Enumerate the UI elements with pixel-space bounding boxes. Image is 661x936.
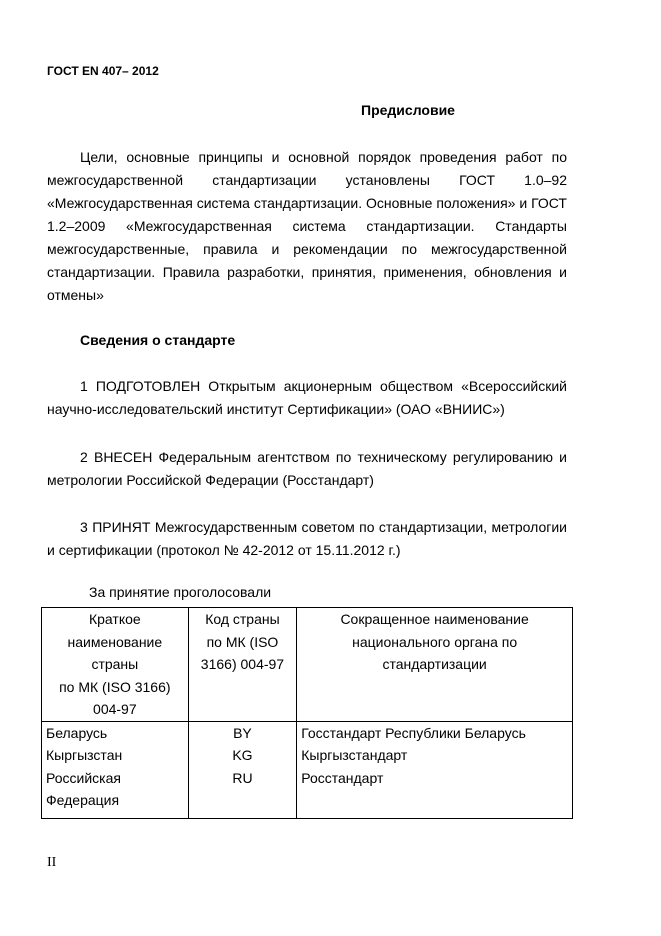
country-name: Беларусь bbox=[46, 724, 108, 741]
header-code-line: Код страны bbox=[205, 611, 280, 627]
header-country-line: Краткое bbox=[88, 611, 141, 627]
standard-code: ГОСТ EN 407– 2012 bbox=[47, 64, 159, 78]
header-body-line: Сокращенное наименование bbox=[340, 611, 529, 627]
header-body bbox=[297, 608, 573, 722]
country-name: Кыргызстан bbox=[46, 747, 123, 763]
national-body: Госстандарт Республики Беларусь bbox=[301, 724, 526, 741]
preface-title-text: Предисловие bbox=[361, 102, 455, 118]
country-code: BY bbox=[233, 724, 252, 741]
header-country-line: по МК (ISO 3166) bbox=[59, 678, 171, 695]
national-body: Росстандарт bbox=[301, 769, 384, 786]
header-body-line: национального органа по стандартизации bbox=[352, 633, 518, 672]
votes-table bbox=[41, 607, 573, 819]
preface-paragraph: Цели, основные принципы и основной порядок проведения работ по межгосударственной стандартизации установлены ГОСТ 1.0–92 «Межгосударственная система стандартизации. Основные положения» и ГОСТ 1.2–2009 «Межгосударственная система стандартизации. Стандарты межгосударственные, правила и рекомендации по межгосударственной стандартизации. Правила разработки, принятия, применения, обновления и отмены» bbox=[47, 149, 567, 303]
country-code: KG bbox=[232, 747, 253, 763]
header-code-line: по МК (ISO bbox=[206, 633, 279, 650]
header-country-line: страны bbox=[91, 656, 139, 672]
info-item-2: 2 ВНЕСЕН Федеральным агентством по техническому регулированию и метрологии Российской Федерации (Росстандарт) bbox=[47, 449, 567, 488]
body-cell bbox=[297, 721, 573, 818]
votes-table-header-row bbox=[42, 608, 573, 722]
votes-caption: За принятие проголосовали bbox=[89, 584, 272, 600]
country-name: Российская bbox=[46, 769, 121, 786]
header-country-line: 004-97 bbox=[93, 701, 137, 717]
country-code: RU bbox=[232, 769, 253, 786]
info-item-3: 3 ПРИНЯТ Межгосударственным советом по стандартизации, метрологии и сертификации (протокол № 42-2012 от 15.11.2012 г.) bbox=[47, 519, 567, 558]
info-item-1: 1 ПОДГОТОВЛЕН Открытым акционерным обществом «Всероссийский научно-исследовательский институт Сертификации» (ОАО «ВНИИС») bbox=[47, 378, 567, 417]
header-country bbox=[42, 608, 189, 722]
info-section-title: Сведения о стандарте bbox=[80, 332, 236, 348]
page-number: II bbox=[47, 855, 57, 870]
header-code bbox=[188, 608, 297, 722]
header-country-line: наименование bbox=[67, 633, 163, 650]
preface-title bbox=[0, 102, 661, 118]
country-cell bbox=[42, 721, 189, 818]
country-name: Федерация bbox=[46, 792, 120, 808]
votes-table-row bbox=[42, 721, 573, 818]
national-body: Кыргызстандарт bbox=[301, 747, 408, 763]
code-cell bbox=[188, 721, 297, 818]
header-code-line: 3166) 004-97 bbox=[200, 656, 285, 672]
